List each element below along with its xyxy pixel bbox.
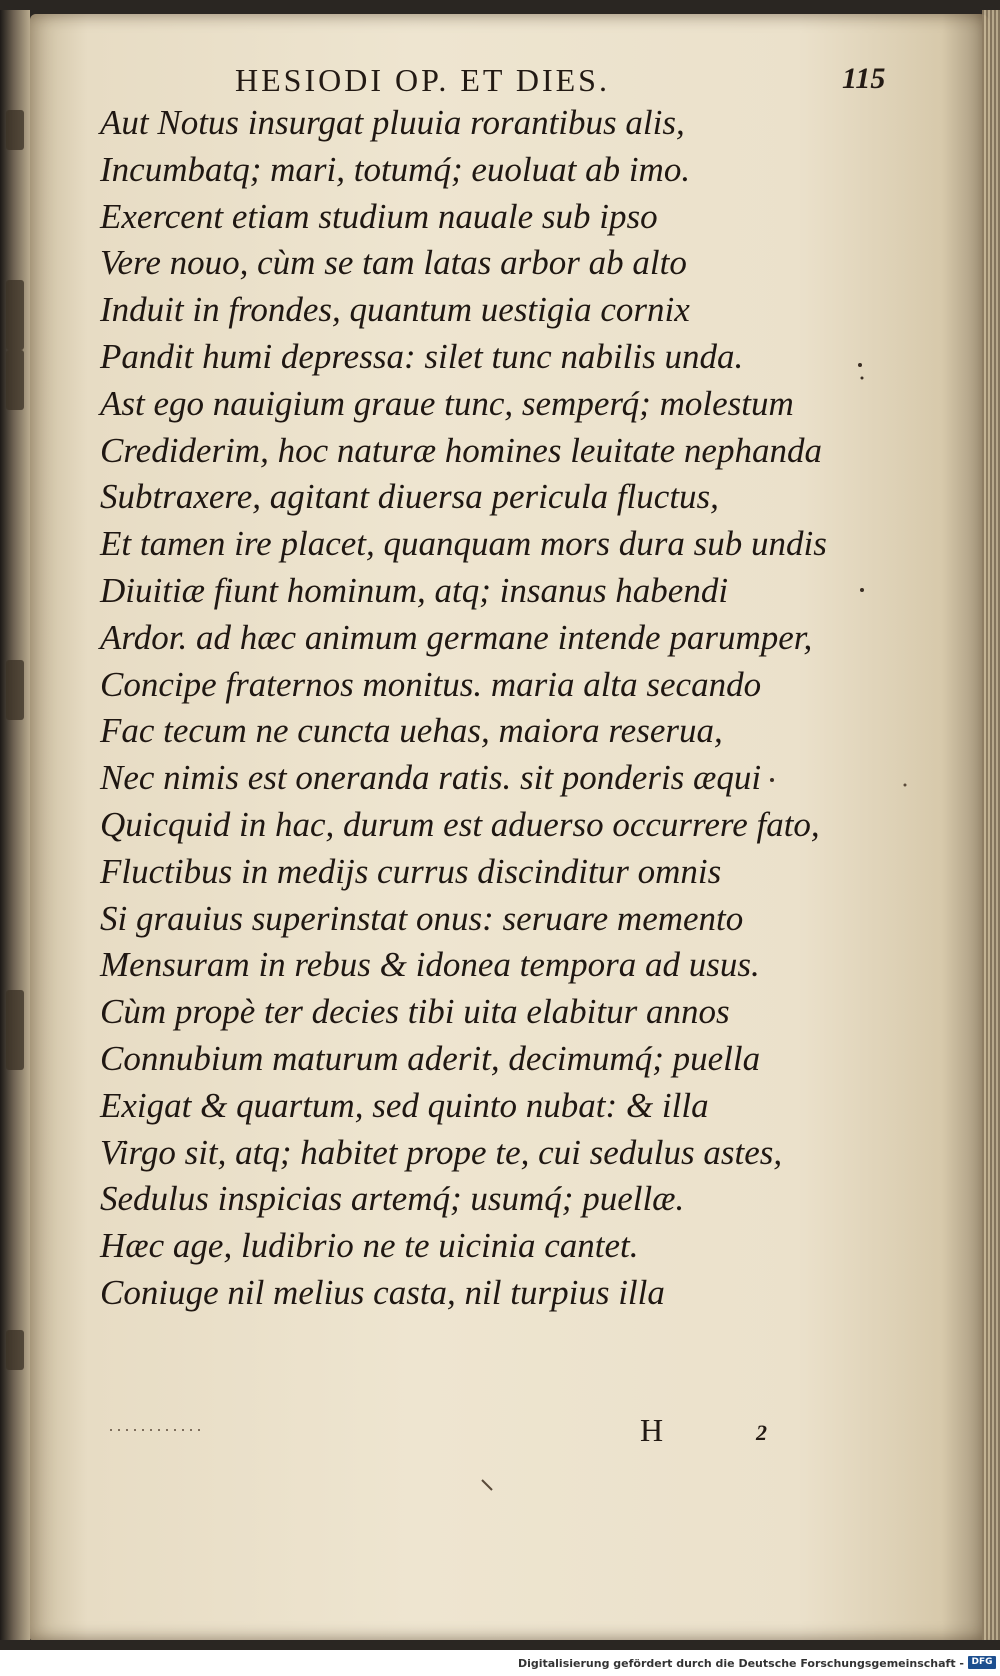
verse-line: Exigat & quartum, sed quinto nubat: & illa [100, 1085, 709, 1125]
verse-line: Pandit humi depressa: silet tunc nabilis unda. [100, 336, 744, 376]
verse-line: Si grauius superinstat onus: seruare memento [100, 898, 744, 938]
verse-text-block [100, 100, 870, 1317]
verse-line: Fluctibus in medijs currus discinditur omnis [100, 851, 722, 891]
verse-line: Virgo sit, atq; habitet prope te, cui sedulus astes, [100, 1132, 783, 1172]
signature-mark: H [640, 1412, 664, 1448]
verse-line: Coniuge nil melius casta, nil turpius illa [100, 1272, 665, 1312]
signature-number: 2 [756, 1420, 767, 1445]
footer-bar [0, 1650, 1000, 1676]
verse-line: Exercent etiam studium nauale sub ipso [100, 196, 658, 236]
verse-line: Cùm propè ter decies tibi uita elabitur annos [100, 992, 730, 1032]
verse-line: Fac tecum ne cuncta uehas, maiora reserua, [100, 711, 723, 751]
verse-line: Aut Notus insurgat pluuia rorantibus alis, [100, 103, 685, 142]
running-title: HESIODI OP. ET DIES. [235, 62, 610, 98]
verse-line: Quicquid in hac, durum est aduerso occurrere fato, [100, 804, 820, 844]
verse-line: Sedulus inspicias artemq́; usumq́; puellæ. [100, 1179, 685, 1219]
dfg-logo: DFG [968, 1656, 996, 1669]
verse-line: Subtraxere, agitant diuersa pericula fluctus, [100, 477, 719, 517]
verse-line: Nec nimis est oneranda ratis. sit ponderis æqui [100, 758, 762, 798]
facing-page-text-fragments [4, 90, 28, 1440]
verse-line: Et tamen ire placet, quanquam mors dura sub undis [100, 524, 827, 564]
verse-line: Ast ego nauigium graue tunc, semperq́; molestum [100, 383, 794, 423]
digitization-credit: Digitalisierung gefördert durch die Deutsche Forschungsgemeinschaft - [517, 1657, 964, 1670]
page-fore-edge [982, 10, 1000, 1640]
verse-line: Diuitiæ fiunt hominum, atq; insanus habendi [100, 570, 729, 610]
verse-line: Hæc age, ludibrio ne te uicinia cantet. [100, 1226, 639, 1266]
verse-line: Mensuram in rebus & idonea tempora ad usus. [100, 945, 760, 985]
verse-line: Connubium maturum aderit, decimumq́; puella [100, 1038, 761, 1078]
verse-line: Incumbatq; mari, totumq́; euoluat ab imo. [100, 149, 691, 189]
verse-line: Concipe fraternos monitus. maria alta secando [100, 664, 762, 704]
verse-line: Crediderim, hoc naturæ homines leuitate nephanda [100, 430, 822, 470]
verse-line: Ardor. ad hæc animum germane intende parumper, [100, 617, 813, 657]
verse-line: Induit in frondes, quantum uestigia cornix [100, 290, 690, 330]
folio-number: 115 [842, 62, 886, 95]
verse-line: Vere nouo, cùm se tam latas arbor ab alto [100, 243, 687, 283]
